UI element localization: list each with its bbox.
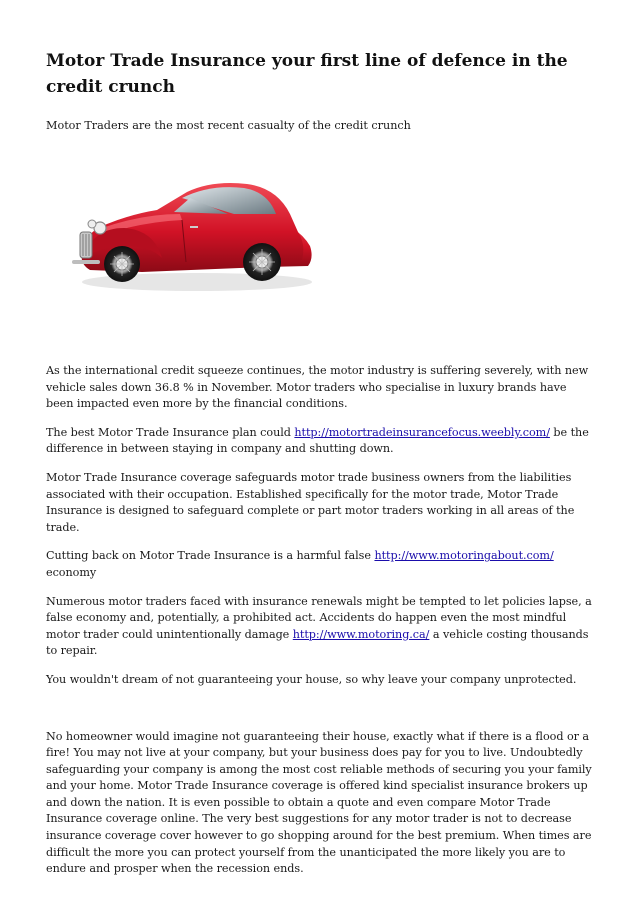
paragraph-5-text-before: Numerous motor traders faced with insurance renewals might be tempted to let policies lapse, a false economy and, potentially, a prohibited act. Accidents do happen even the most mindful motor trader could unintentionally damage (46, 594, 592, 641)
paragraph-4 (46, 548, 594, 581)
car-illustration (62, 162, 322, 297)
paragraph-2-text-after: be the difference in between staying in company and shutting down. (46, 425, 589, 456)
paragraph-1: As the international credit squeeze continues, the motor industry is suffering severely, with new vehicle sales down 36.8 % in November. Motor traders who specialise in luxury brands have been impacted even more by the financial conditions. (46, 364, 589, 411)
motoring-ca-link[interactable]: http://www.motoring.ca/ (292, 627, 430, 641)
paragraph-3: Motor Trade Insurance coverage safeguards motor trade business owners from the liabilities associated with their occupation. Established specifically for the motor trade, Motor Trade Insurance is designed to safeguard complete or part motor traders working in all areas of the trade. (46, 470, 575, 534)
paragraph-5 (46, 594, 594, 660)
red-vintage-car-image (62, 162, 322, 297)
paragraph-4-text-before: Cutting back on Motor Trade Insurance is a harmful false (46, 549, 375, 563)
paragraph-4-text-after: economy (46, 565, 97, 579)
motortradeinsurancefocus-link[interactable]: http://motortradeinsurancefocus.weebly.com/ (294, 425, 550, 439)
subtitle: Motor Traders are the most recent casualty of the credit crunch (46, 119, 411, 132)
motoringabout-link[interactable]: http://www.motoringabout.com/ (374, 549, 554, 563)
paragraph-2 (46, 425, 594, 458)
paragraph-6: You wouldn't dream of not guaranteeing your house, so why leave your company unprotected. (46, 672, 577, 686)
paragraph-2-text-before: The best Motor Trade Insurance plan could (46, 425, 295, 439)
paragraph-5-text-after: a vehicle costing thousands to repair. (46, 627, 589, 658)
page-title: Motor Trade Insurance your first line of defence in the credit crunch (46, 51, 568, 97)
paragraph-7: No homeowner would imagine not guaranteeing their house, exactly what if there is a flood or a fire! You may not live at your company, but your business does pay for you to live. Undoubtedly safeguarding your company is among the most cost reliable methods of securing you your family and your home. Motor Trade Insurance coverage is offered kind specialist insurance brokers up and down the nation. It is even possible to obtain a quote and even compare Motor Trade Insurance coverage online. The very best suggestions for any motor trader is not to decrease insurance coverage cover however to go shopping around for the best premium. When times are difficult the more you can protect yourself from the unanticipated the more likely you are to endure and prosper when the recession ends. (46, 729, 592, 876)
